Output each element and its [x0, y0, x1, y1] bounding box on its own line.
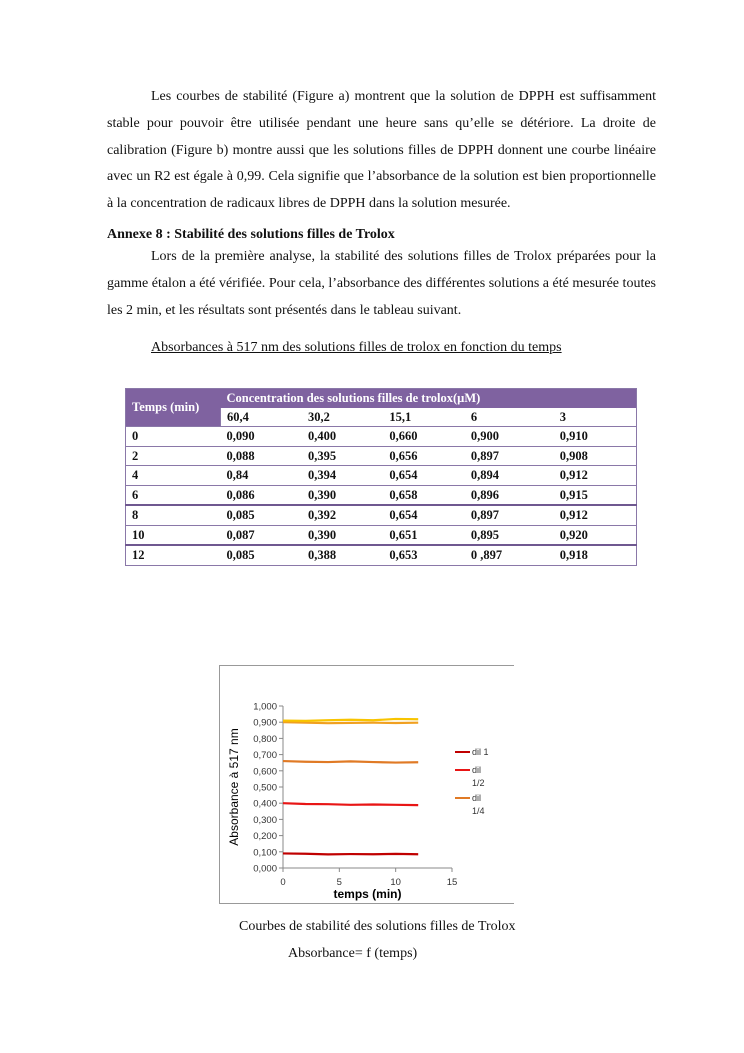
table-cell: 0,390 [302, 485, 383, 505]
table-cell: 0,908 [554, 446, 637, 466]
table-cell: 0,897 [465, 446, 554, 466]
y-tick-label: 0,400 [253, 798, 277, 810]
y-tick-label: 0,900 [253, 717, 277, 729]
table-cell: 0,394 [302, 466, 383, 486]
table-cell: 0,896 [465, 485, 554, 505]
stability-chart [219, 665, 514, 905]
table-cell: 0,918 [554, 545, 637, 565]
x-tick-label: 10 [390, 877, 401, 888]
text-flow [107, 84, 656, 566]
table-cell: 0,087 [221, 525, 302, 545]
table-cell: 8 [126, 505, 221, 525]
table-cell: 0,912 [554, 466, 637, 486]
group-header: Concentration des solutions filles de trolox(µM) [226, 391, 481, 406]
y-axis-title: Absorbance à 517 nm [227, 728, 241, 846]
table-cell: 0,090 [221, 427, 302, 447]
table-cell: 0,912 [554, 505, 637, 525]
column-header: 60,4 [221, 408, 302, 427]
series-line [283, 722, 418, 723]
y-tick-label: 0,700 [253, 750, 277, 762]
table-cell: 0,900 [465, 427, 554, 447]
table-cell: 0,920 [554, 525, 637, 545]
series-line [283, 853, 418, 854]
y-tick-label: 0,800 [253, 733, 277, 745]
table-cell: 0,085 [221, 505, 302, 525]
table-cell: 2 [126, 446, 221, 466]
figure-subcaption: Absorbance= f (temps) [288, 946, 418, 961]
x-tick-label: 5 [336, 877, 342, 888]
absorbance-table [125, 388, 637, 566]
y-tick-label: 1,000 [253, 701, 277, 713]
legend-label: dil [472, 765, 482, 775]
table-row [126, 545, 637, 565]
legend-label: 1/2 [472, 778, 485, 788]
x-tick-label: 15 [446, 877, 458, 888]
table-cell: 0,388 [302, 545, 383, 565]
table-cell: 0,654 [383, 505, 464, 525]
table-caption: Absorbances à 517 nm des solutions filles de trolox en fonction du temps [151, 340, 562, 356]
table-cell: 10 [126, 525, 221, 545]
table-cell: 0,390 [302, 525, 383, 545]
table-cell: 0,895 [465, 525, 554, 545]
table-cell: 0,392 [302, 505, 383, 525]
x-axis-title: temps (min) [333, 887, 402, 901]
table-cell: 0,085 [221, 545, 302, 565]
column-header: 15,1 [383, 408, 464, 427]
table-cell: 0,910 [554, 427, 637, 447]
table-row [126, 525, 637, 545]
table-row [126, 485, 637, 505]
table-cell: 0,400 [302, 427, 383, 447]
paragraph-trolox: Lors de la première analyse, la stabilité des solutions filles de Trolox préparées pour la gamme étalon a été vérifiée. Pour cela, l’absorbance des différentes solutions a été mesurée toutes les 2 min, et les résultats sont présentés dans le tableau suivant. [107, 248, 656, 318]
table-row [126, 466, 637, 486]
table-cell: 0,660 [383, 427, 464, 447]
y-tick-label: 0,200 [253, 831, 277, 843]
legend-label: dil [472, 793, 482, 803]
table-cell: 0,894 [465, 466, 554, 486]
column-header: 30,2 [302, 408, 383, 427]
legend-label: dil 1 [472, 747, 489, 757]
table-cell: 0,086 [221, 485, 302, 505]
table-cell: 4 [126, 466, 221, 486]
y-tick-label: 0,500 [253, 782, 277, 794]
y-tick-label: 0,300 [253, 814, 277, 826]
table-row [126, 505, 637, 525]
table-cell: 0,651 [383, 525, 464, 545]
table-cell: 6 [126, 485, 221, 505]
table-cell: 0,658 [383, 485, 464, 505]
y-tick-label: 0,000 [253, 863, 277, 875]
table-cell: 0,84 [221, 466, 302, 486]
table-cell: 12 [126, 545, 221, 565]
paragraph-dpph: Les courbes de stabilité (Figure a) montrent que la solution de DPPH est suffisamment stable pour pouvoir être utilisée pendant une heure sans qu’elle se détériore. La droite de calibration (Figure b) montre aussi que les solutions filles de DPPH donnent une courbe linéaire avec un R2 est égale à 0,99. Cela signifie que l’absorbance de la solution est bien proportionnelle à la concentration de radicaux libres de DPPH dans la solution mesurée. [107, 89, 656, 212]
table-cell: 0,897 [465, 505, 554, 525]
y-tick-label: 0,600 [253, 766, 277, 778]
table-row [126, 446, 637, 466]
table-cell: 0,653 [383, 545, 464, 565]
table-cell: 0 [126, 427, 221, 447]
legend-label: 1/4 [472, 806, 485, 816]
table-cell: 0,088 [221, 446, 302, 466]
annex-heading: Annexe 8 : Stabilité des solutions filles de Trolox [107, 226, 395, 242]
table-cell: 0 ,897 [465, 545, 554, 565]
x-tick-label: 0 [280, 877, 286, 888]
table-row [126, 427, 637, 447]
column-header: 3 [554, 408, 637, 427]
figure-caption: Courbes de stabilité des solutions filles de Trolox [239, 919, 516, 934]
row-header: Temps (min) [126, 389, 221, 427]
table-cell: 0,915 [554, 485, 637, 505]
table-cell: 0,656 [383, 446, 464, 466]
table-cell: 0,395 [302, 446, 383, 466]
y-tick-label: 0,100 [253, 847, 277, 859]
column-header: 6 [465, 408, 554, 427]
table-cell: 0,654 [383, 466, 464, 486]
